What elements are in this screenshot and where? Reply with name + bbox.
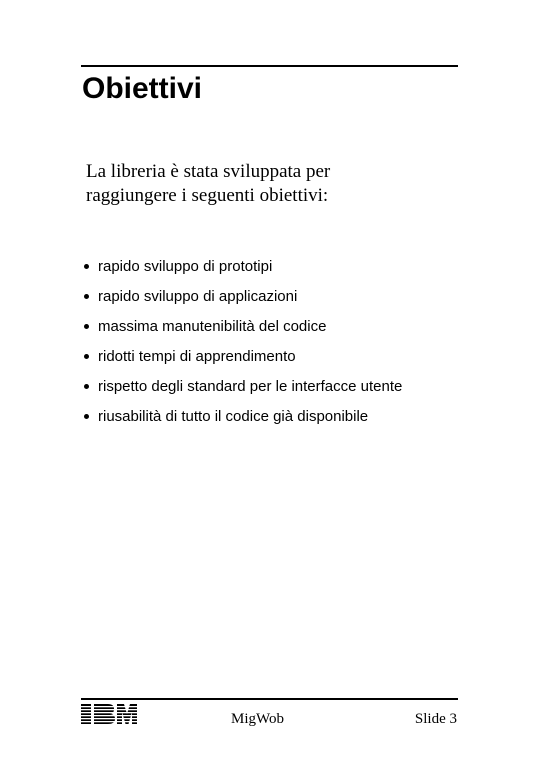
list-item-text: rapido sviluppo di applicazioni — [98, 288, 298, 305]
slide-title: Obiettivi — [82, 72, 203, 105]
intro-line-2: raggiungere i seguenti obiettivi: — [86, 185, 329, 206]
bullet-dot-icon — [84, 264, 89, 269]
bullet-dot-icon — [84, 354, 89, 359]
list-item-text: rispetto degli standard per le interfacce utente — [98, 378, 403, 395]
bullet-dot-icon — [84, 324, 89, 329]
bullet-dot-icon — [84, 294, 89, 299]
intro-line-1: La libreria è stata sviluppata per — [86, 161, 331, 182]
bullet-dot-icon — [84, 414, 89, 419]
list-item-text: riusabilità di tutto il codice già disponibile — [98, 408, 369, 425]
list-item — [84, 318, 464, 335]
objectives-list — [84, 258, 464, 438]
bullet-dot-icon — [84, 384, 89, 389]
ibm-logo — [81, 704, 137, 726]
list-item — [84, 408, 464, 425]
list-item-text: rapido sviluppo di prototipi — [98, 258, 273, 275]
top-rule — [81, 65, 458, 67]
list-item — [84, 348, 464, 365]
list-item-text: ridotti tempi di apprendimento — [98, 348, 296, 365]
list-item — [84, 258, 464, 275]
list-item — [84, 378, 464, 395]
bottom-rule — [81, 698, 458, 700]
list-item-text: massima manutenibilità del codice — [98, 318, 327, 335]
list-item — [84, 288, 464, 305]
footer-title: MigWob — [231, 711, 284, 727]
intro-text — [86, 160, 446, 208]
slide-number: Slide 3 — [414, 711, 457, 727]
